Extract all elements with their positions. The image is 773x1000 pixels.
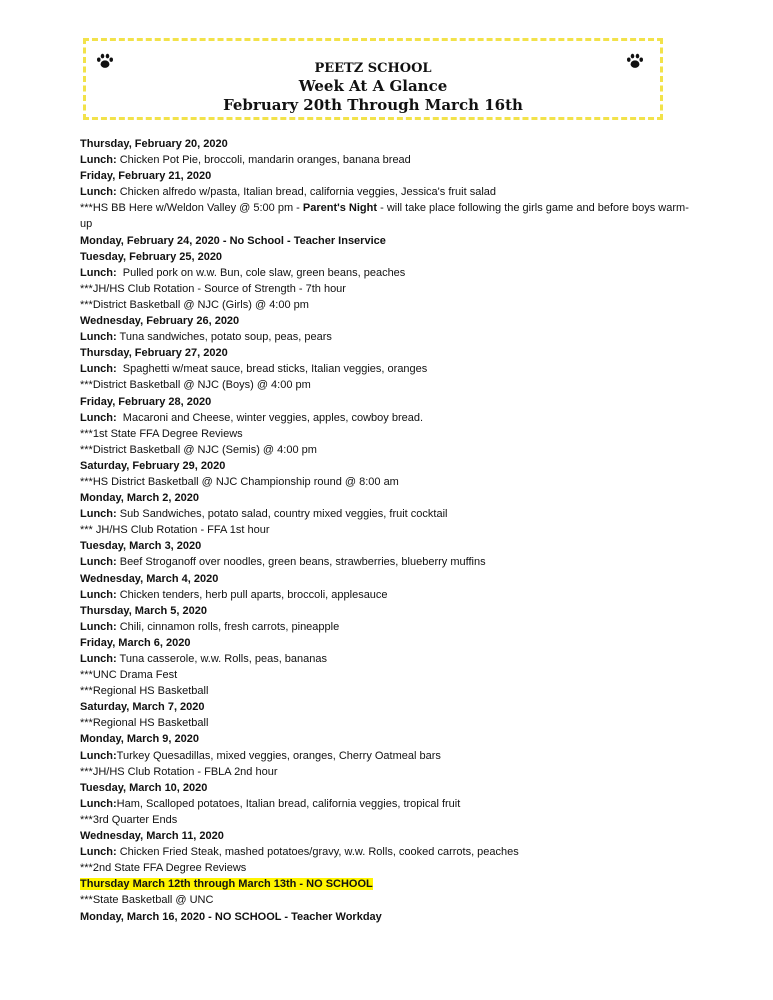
date-heading: Friday, February 28, 2020 xyxy=(80,395,212,408)
lunch-label: Lunch: xyxy=(80,797,117,810)
lunch-line xyxy=(80,184,700,200)
date-range: February 20th Through March 16th xyxy=(223,96,523,114)
lunch-label: Lunch: xyxy=(80,653,117,665)
lunch-label: Lunch: xyxy=(80,186,117,199)
event-text: - will take place following the girls game and before boys warm-up xyxy=(80,202,689,231)
schedule-list xyxy=(80,136,700,925)
event-line: ***State Basketball @ UNC xyxy=(80,894,214,907)
lunch-menu: Beef Stroganoff over noodles, green beans, strawberries, blueberry muffins xyxy=(116,556,486,569)
date-heading: Monday, March 9, 2020 xyxy=(80,733,200,746)
lunch-label: Lunch: xyxy=(80,620,117,633)
lunch-label: Lunch: xyxy=(80,154,117,167)
date-heading: Thursday, February 20, 2020 xyxy=(80,138,228,150)
lunch-label: Lunch: xyxy=(80,749,117,762)
lunch-menu: Tuna sandwiches, potato soup, peas, pears xyxy=(116,331,332,344)
lunch-label: Lunch: xyxy=(80,331,117,344)
lunch-menu: Chicken Pot Pie, broccoli, mandarin oranges, banana bread xyxy=(116,154,411,167)
date-heading: Tuesday, February 25, 2020 xyxy=(80,250,223,263)
date-heading: Tuesday, March 3, 2020 xyxy=(80,540,202,553)
event-line: *** JH/HS Club Rotation - FFA 1st hour xyxy=(80,524,270,537)
page-subtitle: Week At A Glance xyxy=(298,77,448,95)
lunch-line xyxy=(80,506,700,522)
event-line: ***3rd Quarter Ends xyxy=(80,813,178,826)
lunch-menu: Chicken tenders, herb pull aparts, broccoli, applesauce xyxy=(116,588,388,601)
lunch-label: Lunch: xyxy=(80,508,117,521)
lunch-line xyxy=(80,587,700,603)
date-heading: Thursday, March 5, 2020 xyxy=(80,604,207,617)
event-line: ***Regional HS Basketball xyxy=(80,685,209,698)
event-line: ***JH/HS Club Rotation - FBLA 2nd hour xyxy=(80,765,278,778)
event-line: ***Regional HS Basketball xyxy=(80,717,209,730)
lunch-line xyxy=(80,361,700,377)
event-line: ***2nd State FFA Degree Reviews xyxy=(80,862,247,875)
date-heading: Friday, February 21, 2020 xyxy=(80,170,212,183)
lunch-label: Lunch: xyxy=(80,556,117,569)
date-heading: Wednesday, March 11, 2020 xyxy=(80,830,224,843)
lunch-line xyxy=(80,844,700,860)
lunch-line xyxy=(80,619,700,635)
lunch-label: Lunch: xyxy=(80,846,117,859)
lunch-label: Lunch: xyxy=(80,588,117,601)
date-heading: Monday, March 2, 2020 xyxy=(80,492,200,505)
event-text: ***HS BB Here w/Weldon Valley @ 5:00 pm - xyxy=(80,202,303,215)
lunch-label: Lunch: xyxy=(80,411,117,424)
event-line: ***District Basketball @ NJC (Boys) @ 4:00 pm xyxy=(80,379,311,392)
lunch-line xyxy=(80,651,700,667)
lunch-menu: Sub Sandwiches, potato salad, country mixed veggies, fruit cocktail xyxy=(116,508,448,521)
lunch-line xyxy=(80,796,700,812)
lunch-menu: Ham, Scalloped potatoes, Italian bread, california veggies, tropical fruit xyxy=(116,797,461,810)
lunch-menu: Macaroni and Cheese, winter veggies, apples, cowboy bread. xyxy=(116,411,424,424)
lunch-menu: Chicken alfredo w/pasta, Italian bread, california veggies, Jessica's fruit salad xyxy=(116,186,497,199)
lunch-menu: Pulled pork on w.w. Bun, cole slaw, green beans, peaches xyxy=(116,266,406,279)
school-name: PEETZ SCHOOL xyxy=(314,61,432,76)
date-heading: Monday, February 24, 2020 - No School - Teacher Inservice xyxy=(80,234,386,247)
date-heading: Wednesday, February 26, 2020 xyxy=(80,315,240,328)
date-heading: Saturday, February 29, 2020 xyxy=(80,459,226,472)
lunch-menu: Tuna casserole, w.w. Rolls, peas, bananas xyxy=(116,653,328,665)
header-box xyxy=(83,38,663,120)
event-line: ***District Basketball @ NJC (Semis) @ 4:00 pm xyxy=(80,443,317,456)
lunch-line xyxy=(80,410,700,426)
event-line: ***UNC Drama Fest xyxy=(80,669,178,682)
event-line: ***District Basketball @ NJC (Girls) @ 4:00 pm xyxy=(80,298,309,311)
date-heading: Wednesday, March 4, 2020 xyxy=(80,572,219,585)
lunch-line xyxy=(80,152,700,168)
highlighted-text: Thursday March 12th through March 13th - NO SCHOOL xyxy=(80,878,373,891)
date-heading: Monday, March 16, 2020 - NO SCHOOL - Teacher Workday xyxy=(80,910,382,923)
lunch-line xyxy=(80,329,700,345)
date-heading: Thursday, February 27, 2020 xyxy=(80,347,228,360)
title-block xyxy=(86,60,660,115)
event-line: ***1st State FFA Degree Reviews xyxy=(80,427,243,440)
lunch-label: Lunch: xyxy=(80,266,117,279)
date-heading: Tuesday, March 10, 2020 xyxy=(80,781,208,794)
event-line: ***HS District Basketball @ NJC Championship round @ 8:00 am xyxy=(80,475,399,488)
lunch-line xyxy=(80,748,700,764)
lunch-line xyxy=(80,265,700,281)
no-school-notice xyxy=(80,876,700,892)
date-heading: Friday, March 6, 2020 xyxy=(80,636,191,649)
event-line: ***JH/HS Club Rotation - Source of Strength - 7th hour xyxy=(80,282,346,295)
date-heading: Saturday, March 7, 2020 xyxy=(80,701,205,714)
event-line xyxy=(80,200,700,232)
lunch-menu: Chili, cinnamon rolls, fresh carrots, pineapple xyxy=(116,620,340,633)
lunch-menu: Chicken Fried Steak, mashed potatoes/gravy, w.w. Rolls, cooked carrots, peaches xyxy=(116,846,519,859)
lunch-menu: Turkey Quesadillas, mixed veggies, oranges, Cherry Oatmeal bars xyxy=(116,749,441,762)
lunch-line xyxy=(80,554,700,570)
lunch-label: Lunch: xyxy=(80,363,117,376)
event-highlight: Parent's Night xyxy=(302,202,378,215)
lunch-menu: Spaghetti w/meat sauce, bread sticks, Italian veggies, oranges xyxy=(116,363,428,376)
